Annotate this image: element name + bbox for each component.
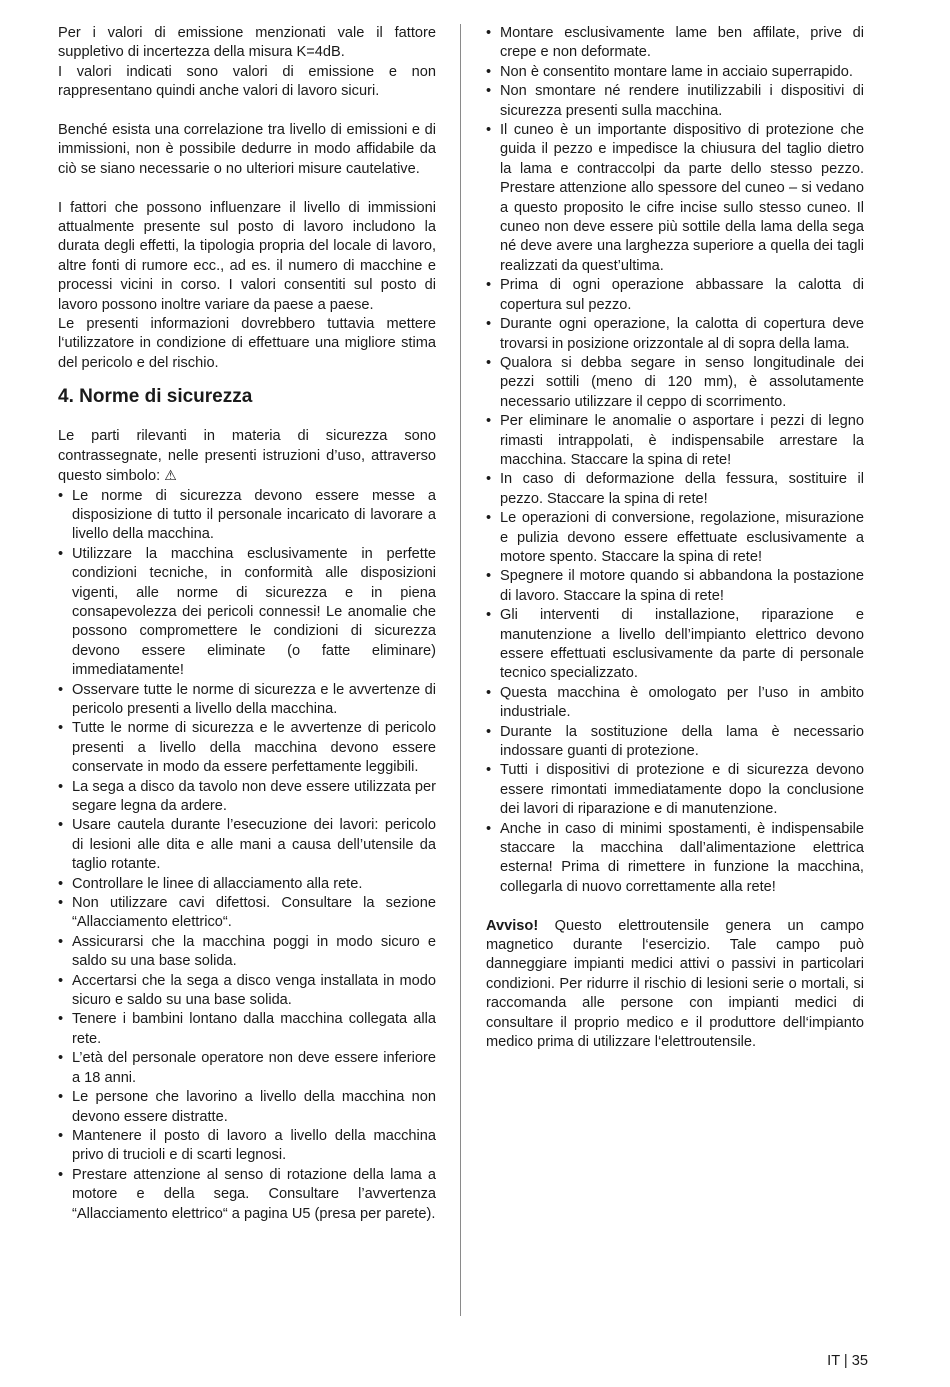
- safety-intro-text: Le parti rilevanti in materia di sicurezza sono contrassegnate, nelle presenti istruzioni d’uso, attraverso questo simbolo:: [58, 428, 436, 485]
- magnetic-field-notice: [486, 917, 864, 1053]
- list-item: • Le persone che lavorino a livello della macchina non devono essere distratte.: [58, 1088, 436, 1127]
- safety-intro-paragraph: [58, 427, 436, 486]
- left-column: [58, 24, 436, 1224]
- list-item: • Prestare attenzione al senso di rotazione della lama a motore e della sega. Consultare l’avvertenza “Allacciamento elettrico“ a pagina U5 (presa per parete).: [58, 1166, 436, 1224]
- list-item: • Controllare le linee di allacciamento alla rete.: [58, 875, 436, 894]
- list-item: • Utilizzare la macchina esclusivamente in perfette condizioni tecniche, in conformità alle disposizioni vigenti, alle norme di sicurezza e in piena consapevolezza dei pericoli connessi! Le anomalie che possono compromettere le condizioni di sicurezza devono essere eliminate (o fatte eliminare) immediatamente!: [58, 545, 436, 681]
- list-item: • Per eliminare le anomalie o asportare i pezzi di legno rimasti intrappolati, è indispensabile arrestare la macchina. Staccare la spina di rete!: [486, 412, 864, 470]
- list-item: • Montare esclusivamente lame ben affilate, prive di crepe e non deformate.: [486, 24, 864, 63]
- list-item: • Durante la sostituzione della lama è necessario indossare guanti di protezione.: [486, 723, 864, 762]
- list-item: • La sega a disco da tavolo non deve essere utilizzata per segare legna da ardere.: [58, 778, 436, 817]
- right-column: [486, 24, 864, 1053]
- list-item: • Gli interventi di installazione, riparazione e manutenzione a livello dell’impianto elettrico devono essere effettuati esclusivamente da parte di personale tecnico specializzato.: [486, 606, 864, 684]
- list-item: • Durante ogni operazione, la calotta di copertura deve trovarsi in posizione orizzontale al di sopra della lama.: [486, 315, 864, 354]
- column-divider: [460, 24, 461, 1316]
- risk-estimate-paragraph: Le presenti informazioni dovrebbero tuttavia mettere l‘utilizzatore in condizione di effettuare una migliore stima del pericolo e del rischio.: [58, 316, 436, 371]
- influencing-factors-paragraph: I fattori che possono influenzare il livello di immissioni attualmente presente sul posto di lavoro includono la durata degli effetti, la tipologia propria del locale di lavoro, altre fonti di rumore ecc., ad es. il numero di macchine e processi vicini in corso. I valori consentiti sul posto di lavoro possono inoltre variare da paese a paese.: [58, 199, 436, 313]
- emission-values-paragraph: I valori indicati sono valori di emissione e non rappresentano quindi anche valori di lavoro sicuri.: [58, 63, 436, 100]
- list-item: • Osservare tutte le norme di sicurezza e le avvertenze di pericolo presenti a livello della macchina.: [58, 681, 436, 720]
- warning-triangle-icon: ⚠: [164, 467, 177, 484]
- list-item: • Non smontare né rendere inutilizzabili i dispositivi di sicurezza presenti sulla macchina.: [486, 82, 864, 121]
- list-item: • L’età del personale operatore non deve essere inferiore a 18 anni.: [58, 1049, 436, 1088]
- list-item: • Prima di ogni operazione abbassare la calotta di copertura sul pezzo.: [486, 276, 864, 315]
- list-item: • Usare cautela durante l’esecuzione dei lavori: pericolo di lesioni alle dita e alle mani a causa dell’utensile da taglio rotante.: [58, 816, 436, 874]
- safety-list-right: [486, 24, 864, 897]
- list-item: • Accertarsi che la sega a disco venga installata in modo sicuro e saldo su una base solida.: [58, 972, 436, 1011]
- page-number: IT | 35: [827, 1353, 868, 1369]
- list-item: • Spegnere il motore quando si abbandona la postazione di lavoro. Staccare la spina di rete!: [486, 567, 864, 606]
- list-item: • Qualora si debba segare in senso longitudinale dei pezzi sottili (meno di 120 mm), è assolutamente necessario utilizzare il ceppo di scorrimento.: [486, 354, 864, 412]
- list-item: • Questa macchina è omologato per l’uso in ambito industriale.: [486, 684, 864, 723]
- notice-label: Avviso!: [486, 917, 539, 934]
- list-item: • Non utilizzare cavi difettosi. Consultare la sezione “Allacciamento elettrico“.: [58, 894, 436, 933]
- list-item: • Tutti i dispositivi di protezione e di sicurezza devono essere rimontati immediatamente dopo la conclusione dei lavori di riparazione e di manutenzione.: [486, 761, 864, 819]
- list-item: • Anche in caso di minimi spostamenti, è indispensabile staccare la macchina dall’alimentazione elettrica esterna! Prima di rimettere in funzione la macchina, collegarla di nuovo correttamente alla rete!: [486, 820, 864, 898]
- emission-correlation-paragraph: Benché esista una correlazione tra livello di emissioni e di immissioni, non è possibile dedurre in modo affidabile da ciò se siano necessarie o no ulteriori misure cautelative.: [58, 122, 436, 177]
- list-item: • Il cuneo è un importante dispositivo di protezione che guida il pezzo e impedisce la chiusura del taglio dietro la lama e contraccolpi da parte dello stesso pezzo. Prestare attenzione allo spessore del cuneo – si vedano a questo proposito le cifre incise sullo stesso cuneo. Il cuneo non deve essere più sottile della lama della sega né deve avere una larghezza superiore a quella dei tagli realizzati da quest’ultima.: [486, 121, 864, 276]
- spacer: [486, 897, 864, 916]
- list-item: • In caso di deformazione della fessura, sostituire il pezzo. Staccare la spina di rete!: [486, 470, 864, 509]
- list-item: • Tenere i bambini lontano dalla macchina collegata alla rete.: [58, 1010, 436, 1049]
- spacer: [58, 102, 436, 121]
- safety-list-left: [58, 487, 436, 1224]
- list-item: • Mantenere il posto di lavoro a livello della macchina privo di trucioli e di scarti legnosi.: [58, 1127, 436, 1166]
- notice-text: Questo elettroutensile genera un campo magnetico durante l‘esercizio. Tale campo può danneggiare impianti medici attivi o passivi in particolari condizioni. Per ridurre il rischio di lesioni serie o mortali, si raccomanda alle persone con impianti medici di consultare il proprio medico e il produttore dell‘impianto medico prima di utilizzare l‘elettroutensile.: [486, 917, 864, 1051]
- emission-uncertainty-paragraph: Per i valori di emissione menzionati vale il fattore suppletivo di incertezza della misura K=4dB.: [58, 25, 436, 61]
- section-heading: 4. Norme di sicurezza: [58, 386, 253, 408]
- spacer: [58, 179, 436, 198]
- list-item: • Assicurarsi che la macchina poggi in modo sicuro e saldo su una base solida.: [58, 933, 436, 972]
- list-item: • Non è consentito montare lame in acciaio superrapido.: [486, 63, 864, 82]
- list-item: • Tutte le norme di sicurezza e le avvertenze di pericolo presenti a livello della macchina devono essere conservate in modo da essere perfettamente leggibili.: [58, 719, 436, 777]
- list-item: • Le operazioni di conversione, regolazione, misurazione e pulizia devono essere effettuate esclusivamente a motore spento. Staccare la spina di rete!: [486, 509, 864, 567]
- list-item: • Le norme di sicurezza devono essere messe a disposizione di tutto il personale incaricato di lavorare a livello della macchina.: [58, 487, 436, 545]
